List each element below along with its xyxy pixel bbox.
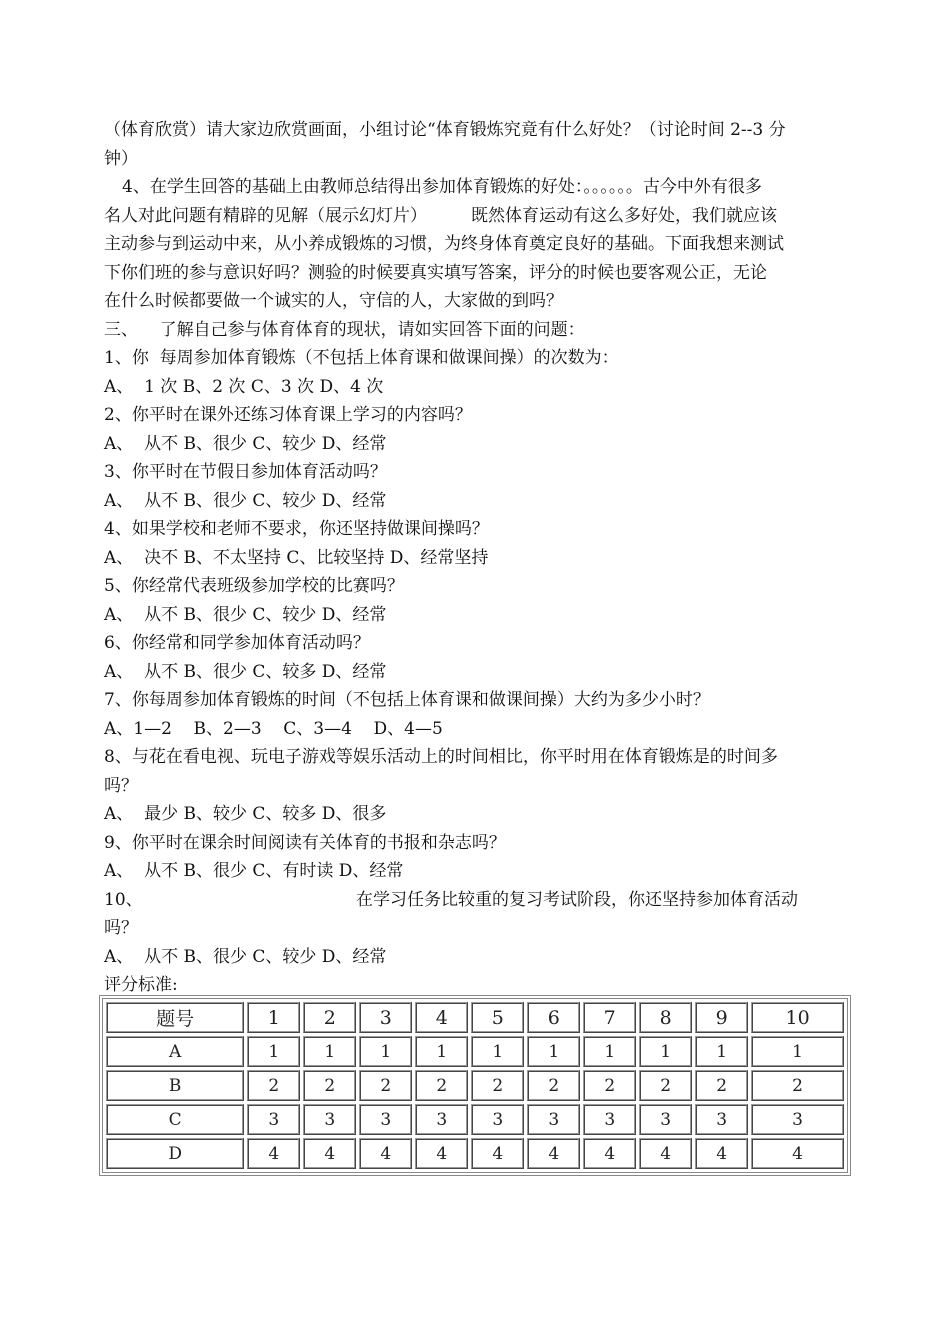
table-header-cell: 4	[415, 1002, 468, 1033]
table-header-row	[106, 1002, 844, 1033]
question-text: 6、你经常和同学参加体育活动吗？	[104, 633, 370, 653]
table-cell: 2	[639, 1070, 692, 1101]
question-text: 2、你平时在课外还练习体育课上学习的内容吗？	[104, 405, 472, 425]
text-line	[104, 202, 848, 231]
table-cell: 4	[695, 1138, 748, 1169]
table-cell: 2	[583, 1070, 636, 1101]
table-cell: 1	[695, 1036, 748, 1067]
table-cell: D	[106, 1138, 244, 1169]
answer-options: A、 1 次 B、2 次 C、3 次 D、4 次	[104, 376, 384, 397]
paragraph-summary	[104, 173, 848, 316]
table-cell: 3	[359, 1104, 412, 1135]
table-row	[106, 1036, 844, 1067]
question-text: 8、与花在看电视、玩电子游戏等娱乐活动上的时间相比，你平时用在体育锻炼是的时间多	[104, 747, 778, 767]
table-cell: 3	[415, 1104, 468, 1135]
question-text: 7、你每周参加体育锻炼的时间（不包括上体育课和做课间操）大约为多少小时？	[104, 690, 710, 710]
question-text: 1、你 每周参加体育锻炼（不包括上体育课和做课间操）的次数为：	[104, 348, 619, 368]
table-header-cell: 2	[303, 1002, 356, 1033]
table-cell: 1	[583, 1036, 636, 1067]
table-cell: A	[106, 1036, 244, 1067]
table-cell: B	[106, 1070, 244, 1101]
text-span: 名人对此问题有精辟的见解（展示幻灯片）	[104, 205, 427, 226]
text-line: 钟）	[104, 148, 138, 169]
table-header-cell: 3	[359, 1002, 412, 1033]
table-cell: 2	[303, 1070, 356, 1101]
table-cell: 4	[303, 1138, 356, 1169]
table-header-cell: 6	[527, 1002, 580, 1033]
score-table	[99, 995, 851, 1176]
table-cell: 1	[415, 1036, 468, 1067]
table-cell: 4	[639, 1138, 692, 1169]
paragraph-appreciation	[104, 116, 848, 173]
table-cell: 2	[471, 1070, 524, 1101]
table-cell: 3	[695, 1104, 748, 1135]
table-cell: 1	[359, 1036, 412, 1067]
answer-options: A、 从不 B、很少 C、较少 D、经常	[104, 604, 387, 625]
table-header-cell: 1	[247, 1002, 300, 1033]
table-header-cell: 9	[695, 1002, 748, 1033]
table-cell: 3	[527, 1104, 580, 1135]
section-heading: 三、 了解自己参与体育体育的现状，请如实回答下面的问题：	[104, 319, 585, 340]
table-cell: 1	[471, 1036, 524, 1067]
table-cell: 3	[303, 1104, 356, 1135]
table-header-cell: 题号	[106, 1002, 244, 1033]
table-cell: 4	[527, 1138, 580, 1169]
table-cell: 4	[415, 1138, 468, 1169]
table-row	[106, 1070, 844, 1101]
table-cell: 3	[639, 1104, 692, 1135]
answer-options: A、 决不 B、不太坚持 C、比较坚持 D、经常坚持	[104, 547, 489, 568]
table-cell: 3	[583, 1104, 636, 1135]
document-body	[104, 116, 848, 997]
question-text: 3、你平时在节假日参加体育活动吗？	[104, 462, 387, 482]
table-cell: C	[106, 1104, 244, 1135]
table-cell: 2	[527, 1070, 580, 1101]
table-cell: 4	[751, 1138, 844, 1169]
text-line: 在什么时候都要做一个诚实的人，守信的人，大家做的到吗？	[104, 291, 563, 311]
table-header-cell: 8	[639, 1002, 692, 1033]
table-cell: 4	[583, 1138, 636, 1169]
table-cell: 3	[471, 1104, 524, 1135]
question-text: 5、你经常代表班级参加学校的比赛吗？	[104, 576, 404, 596]
text-span: 既然体育运动有这么多好处，我们就应该	[471, 205, 777, 226]
text-line: 主动参与到运动中来，从小养成锻炼的习惯，为终身体育奠定良好的基础。下面我想来测试	[104, 234, 784, 254]
question-text-cont: 吗？	[104, 918, 138, 938]
table-cell: 2	[247, 1070, 300, 1101]
question-10	[104, 886, 848, 915]
table-cell: 3	[247, 1104, 300, 1135]
table-cell: 4	[247, 1138, 300, 1169]
table-header-cell: 10	[751, 1002, 844, 1033]
answer-options: A、 从不 B、很少 C、有时读 D、经常	[104, 861, 404, 881]
table-cell: 4	[471, 1138, 524, 1169]
answer-options: A、 最少 B、较少 C、较多 D、很多	[104, 804, 387, 824]
text-line: 下你们班的参与意识好吗？测验的时候要真实填写答案，评分的时候也要客观公正，无论	[104, 262, 767, 283]
answer-options: A、 从不 B、很少 C、较多 D、经常	[104, 661, 387, 682]
text-line: 4、在学生回答的基础上由教师总结得出参加体育锻炼的好处：。。。。。。古今中外有很多	[122, 177, 762, 197]
table-cell: 3	[751, 1104, 844, 1135]
table-cell: 2	[415, 1070, 468, 1101]
question-number: 10、	[104, 889, 143, 910]
question-text: 4、如果学校和老师不要求，你还坚持做课间操吗？	[104, 519, 489, 539]
question-text-cont: 吗？	[104, 775, 138, 796]
question-list	[104, 344, 848, 971]
table-cell: 4	[359, 1138, 412, 1169]
answer-options: A、 从不 B、很少 C、较少 D、经常	[104, 946, 387, 967]
score-standard-label: 评分标准:	[104, 975, 178, 995]
table-cell: 2	[695, 1070, 748, 1101]
answer-options: A、 从不 B、很少 C、较少 D、经常	[104, 490, 387, 511]
table-row	[106, 1138, 844, 1169]
table-cell: 2	[359, 1070, 412, 1101]
table-cell: 1	[751, 1036, 844, 1067]
question-text: 9、你平时在课余时间阅读有关体育的书报和杂志吗？	[104, 832, 506, 853]
table-cell: 2	[751, 1070, 844, 1101]
answer-options: A、 从不 B、很少 C、较少 D、经常	[104, 433, 387, 454]
table-header-cell: 5	[471, 1002, 524, 1033]
answer-options: A、1—2 B、2—3 C、3—4 D、4—5	[104, 718, 443, 739]
table-row	[106, 1104, 844, 1135]
question-text: 在学习任务比较重的复习考试阶段，你还坚持参加体育活动	[356, 889, 798, 910]
table-cell: 1	[639, 1036, 692, 1067]
table-cell: 1	[527, 1036, 580, 1067]
text-line: （体育欣赏）请大家边欣赏画面，小组讨论“体育锻炼究竟有什么好处？（讨论时间 2--3 分	[104, 120, 786, 140]
table-cell: 1	[247, 1036, 300, 1067]
table-cell: 1	[303, 1036, 356, 1067]
table-header-cell: 7	[583, 1002, 636, 1033]
